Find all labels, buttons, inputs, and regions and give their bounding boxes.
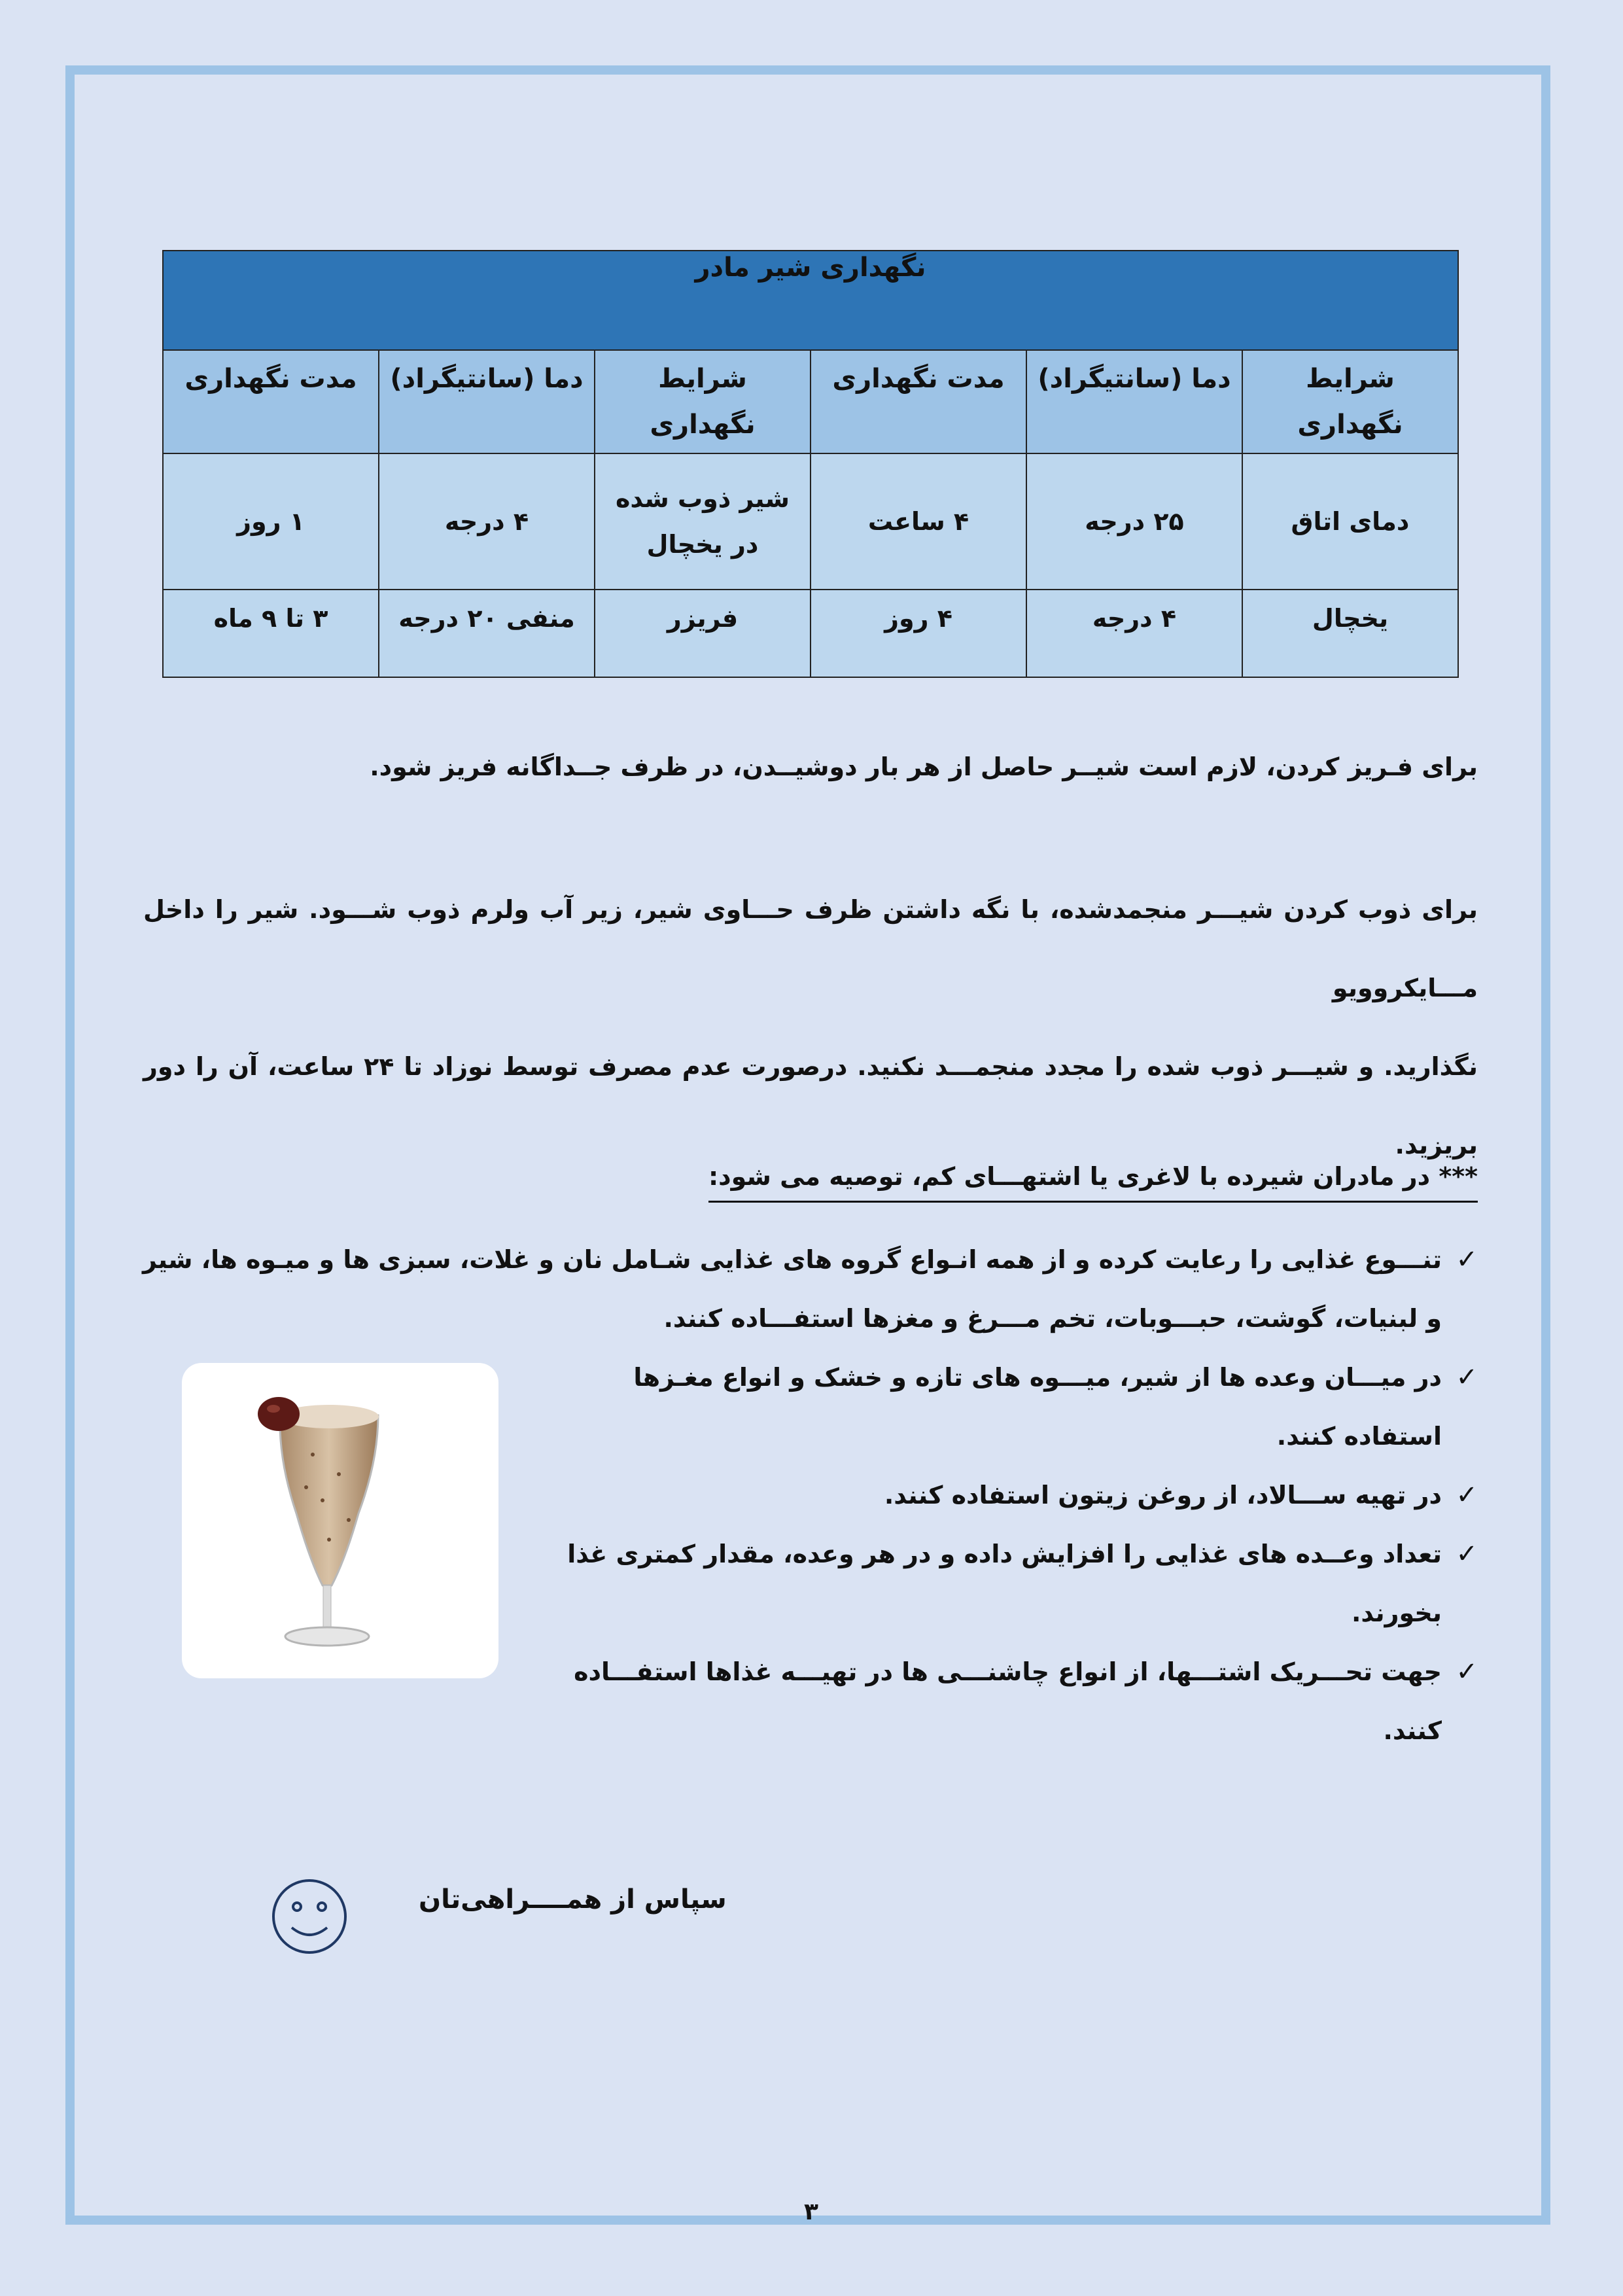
table-cell: ۴ درجه <box>1026 590 1242 677</box>
check-icon: ✓ <box>1456 1657 1478 1687</box>
header-cell: دما (سانتیگراد) <box>1026 350 1242 453</box>
header-cell: مدت نگهداری <box>163 350 379 453</box>
header-cell: دما (سانتیگراد) <box>379 350 595 453</box>
table-cell: ۲۵ درجه <box>1026 453 1242 590</box>
table-cell: دمای اتاق <box>1242 453 1458 590</box>
smiley-icon <box>271 1878 348 1955</box>
breast-milk-storage-table <box>162 250 1459 678</box>
milkshake-glass-illustration <box>182 1363 498 1678</box>
table-cell: ۳ تا ۹ ماه <box>163 590 379 677</box>
header-cell: شرایط نگهداری <box>595 350 811 453</box>
list-item-text: تعداد وعــده های غذایی را افزایش داده و در هر وعده، مقدار کمتری غذا بخورند. <box>567 1540 1442 1627</box>
check-icon: ✓ <box>1456 1480 1478 1510</box>
header-cell: مدت نگهداری <box>811 350 1026 453</box>
check-icon: ✓ <box>1456 1539 1478 1569</box>
recommendation-heading: *** در مادران شیرده با لاغری یا اشتهـــای کم، توصیه می شود: <box>708 1154 1478 1203</box>
list-item <box>137 1230 1478 1348</box>
table-row <box>163 453 1458 590</box>
header-cell: شرایط نگهداری <box>1242 350 1458 453</box>
thawing-paragraph-line: نگذارید. و شیـــر ذوب شده را مجدد منجمـــد نکنید. درصورت عدم مصرف توسط نوزاد تا ۲۴ ساعت، آن را دور بریزید. <box>143 1052 1478 1159</box>
table-cell: منفی ۲۰ درجه <box>379 590 595 677</box>
check-icon: ✓ <box>1456 1362 1478 1392</box>
list-item-text: جهت تحـــریک اشتـــها، از انواع چاشنـــی ها در تهیـــه غذاها استفـــاده کنند. <box>574 1657 1442 1745</box>
table-cell: شیر ذوب شده در یخچال <box>595 453 811 590</box>
freezing-paragraph: برای فـریز کردن، لازم است شیــر حاصل از هر بار دوشیــدن، در ظرف جــداگانه فریز شود. <box>370 752 1478 781</box>
thawing-paragraph-line: برای ذوب کردن شیـــر منجمدشده، با نگه داشتن ظرف حـــاوی شیر، زیر آب ولرم ذوب شـــود. شیر را داخل مـــایکروویو <box>143 895 1478 1002</box>
check-icon: ✓ <box>1456 1245 1478 1275</box>
table-title-cell <box>163 251 1458 350</box>
table-cell: ۴ روز <box>811 590 1026 677</box>
table-cell: ۴ درجه <box>379 453 595 590</box>
thawing-paragraph <box>143 870 1478 1184</box>
thanks-message: سپاس از همــــراهی‌تان <box>419 1884 727 1915</box>
page-number: ۳ <box>804 2199 818 2225</box>
list-item-text: در میـــان وعده ها از شیر، میـــوه های تازه و خشک و انواع مغـزها استفاده کنند. <box>633 1363 1442 1451</box>
table-header-row <box>163 350 1458 453</box>
table-cell: ۱ روز <box>163 453 379 590</box>
date-milkshake-image <box>182 1363 498 1678</box>
table-row <box>163 590 1458 677</box>
table-cell: ۴ ساعت <box>811 453 1026 590</box>
list-item-text: در تهیه ســـالاد، از روغن زیتون استفاده کنند. <box>884 1481 1442 1510</box>
list-item-text: تنـــوع غذایی را رعایت کرده و از همه انـواع گروه های غذایی شـامل نان و غلات، سبزی ها و میـوه ها، شیر و لبنیات، گوشت، حبـــوبات، تخم مـــرغ و مغزها استفـــاده کنند. <box>142 1245 1442 1333</box>
table-cell: یخچال <box>1242 590 1458 677</box>
table-cell: فریزر <box>595 590 811 677</box>
table-title: نگهداری شیر مادر <box>695 253 926 283</box>
